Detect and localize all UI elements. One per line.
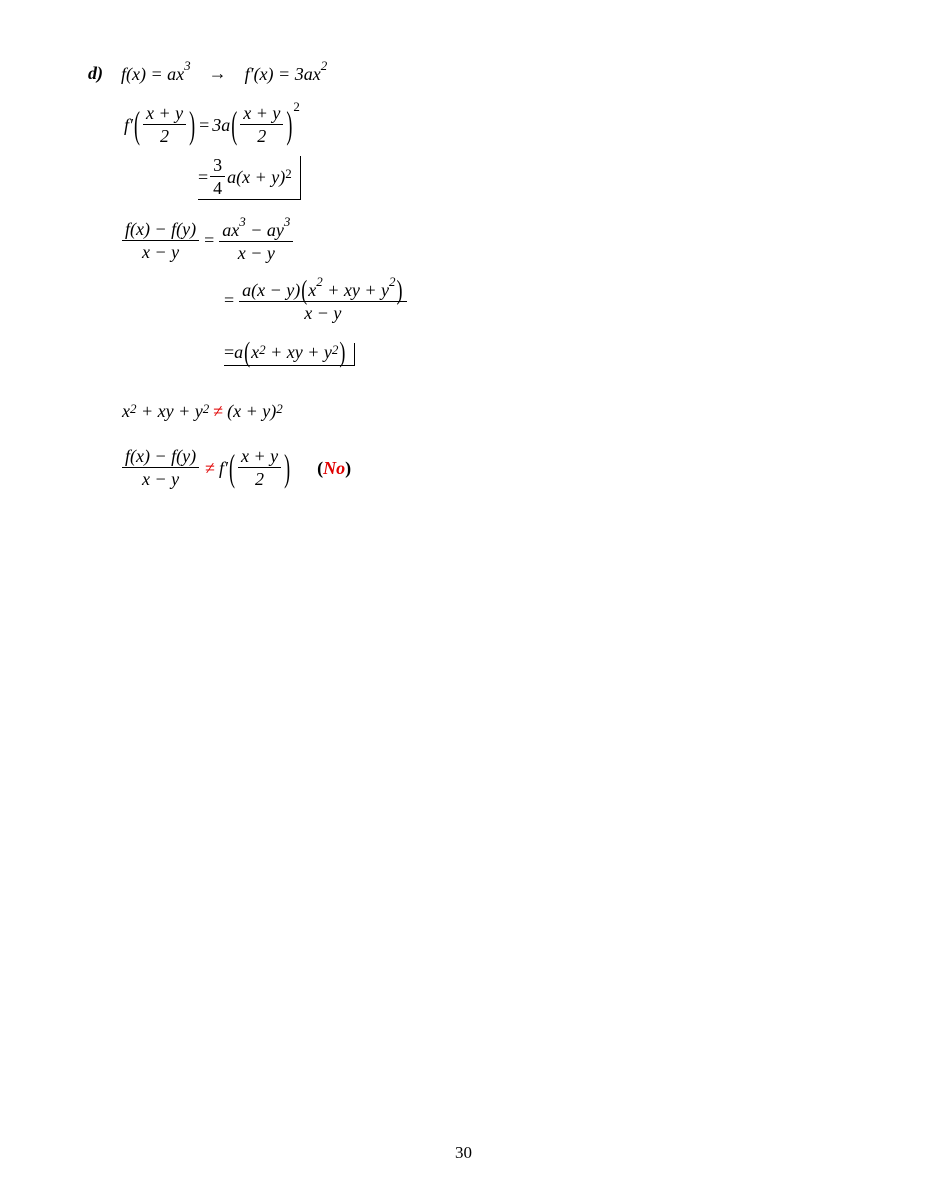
not-equal-sign: ≠ [205,457,215,478]
fraction-denominator: x − y [304,303,342,323]
derivative-symbol: f′ [219,457,228,478]
page-number: 30 [455,1143,472,1162]
square-exponent: 2 [259,341,266,357]
derivative-exponent: 2 [320,58,328,73]
midpoint-fraction [143,104,186,145]
right-paren: ) [286,103,293,146]
fraction-bar [122,240,199,241]
given-function [121,58,191,84]
right-paren: ) [284,446,291,489]
square-exponent: 2 [293,99,300,114]
right-paren: ) [396,275,403,305]
derivative-symbol: f′ [124,114,133,135]
verdict-open-paren: ( [317,457,324,478]
factored-fraction [239,274,406,323]
factored-row [224,274,409,323]
midpoint-result-row [198,156,301,200]
lhs-x: x [122,401,130,421]
inequality-row [122,402,283,420]
midpoint-fraction [238,447,281,488]
fraction-numerator: x + y [243,103,281,123]
fraction-numerator [219,214,293,240]
fraction-bar [122,467,199,468]
difference-quotient-row [120,214,295,263]
fraction-denominator: 4 [213,178,223,198]
simplified-middle: + xy + y [265,342,332,362]
numerator-term-b: − ay [245,220,284,240]
fraction-denominator: 2 [160,126,170,146]
factor-prefix: a(x − y) [242,280,301,300]
fraction-numerator: x + y [145,103,184,123]
fraction-bar [210,176,225,177]
result-expression: a(x + y) [227,166,286,187]
fraction-denominator: x − y [141,241,180,262]
simplified-result-box [224,336,355,368]
fraction-numerator: f(x) − f(y) [125,446,197,466]
numerator-term-a: ax [222,220,240,240]
equals-sign: = [199,114,210,135]
left-paren: ( [231,103,238,146]
simplified-prefix: a [234,342,244,362]
cube-exponent: 3 [239,214,246,229]
derivative-function [244,58,328,84]
fraction-denominator: x − y [237,243,275,263]
square-exponent: 2 [316,274,323,289]
result-exponent: 2 [285,166,292,181]
not-equal-sign: ≠ [213,401,224,421]
square-exponent: 2 [130,400,137,416]
cube-exponent: 3 [283,214,291,229]
left-paren: ( [244,336,251,368]
left-paren: ( [228,446,235,489]
equals-sign: = [204,230,215,250]
square-exponent: 2 [202,400,210,416]
equals-sign: = [224,290,235,310]
difference-quotient-fraction [122,220,199,261]
right-paren: ) [339,336,346,368]
quad-x: x [308,280,317,300]
fraction-numerator: 3 [213,155,223,175]
midpoint-derivative-row [124,99,300,146]
fraction-bar [219,241,293,242]
fraction-bar [143,124,186,125]
coefficient: 3a [212,114,231,135]
given-exponent: 3 [184,58,191,73]
fraction-bar [240,124,283,125]
fraction-bar [239,301,406,302]
verdict-close-paren: ) [345,457,352,478]
left-paren: ( [133,103,140,146]
midpoint-fraction [240,104,283,145]
arrow: → [208,62,227,83]
right-paren: ) [189,103,196,146]
square-exponent: 2 [389,274,396,289]
quad-middle: + xy + y [322,280,390,300]
fraction-denominator: 2 [257,126,267,146]
fraction-numerator [239,274,406,305]
lhs-middle: + xy + y [136,401,203,421]
left-paren: ( [301,275,308,305]
verdict-text: No [323,457,346,478]
fraction-denominator: x − y [141,469,180,489]
verdict [317,459,351,477]
difference-quotient-fraction [122,447,199,488]
fraction-denominator: 2 [255,469,265,489]
midpoint-result-box [198,156,301,200]
equals-sign: = [198,166,209,187]
square-exponent: 2 [331,341,339,357]
derivative-text: f′(x) = 3ax [244,64,321,84]
simplified-x: x [251,342,260,362]
conclusion-row [120,447,351,488]
rhs-square: (x + y) [227,401,277,421]
given-lhs: f(x) = ax [121,64,185,84]
cubic-difference-fraction [219,214,293,263]
fraction-numerator: x + y [240,446,279,466]
three-quarters-fraction [210,156,225,197]
given-function-row [88,58,328,84]
simplified-row [224,336,355,368]
part-label: d) [88,62,103,83]
square-exponent: 2 [276,400,283,416]
equals-sign: = [224,342,235,362]
fraction-bar [238,467,281,468]
fraction-numerator: f(x) − f(y) [125,218,197,239]
